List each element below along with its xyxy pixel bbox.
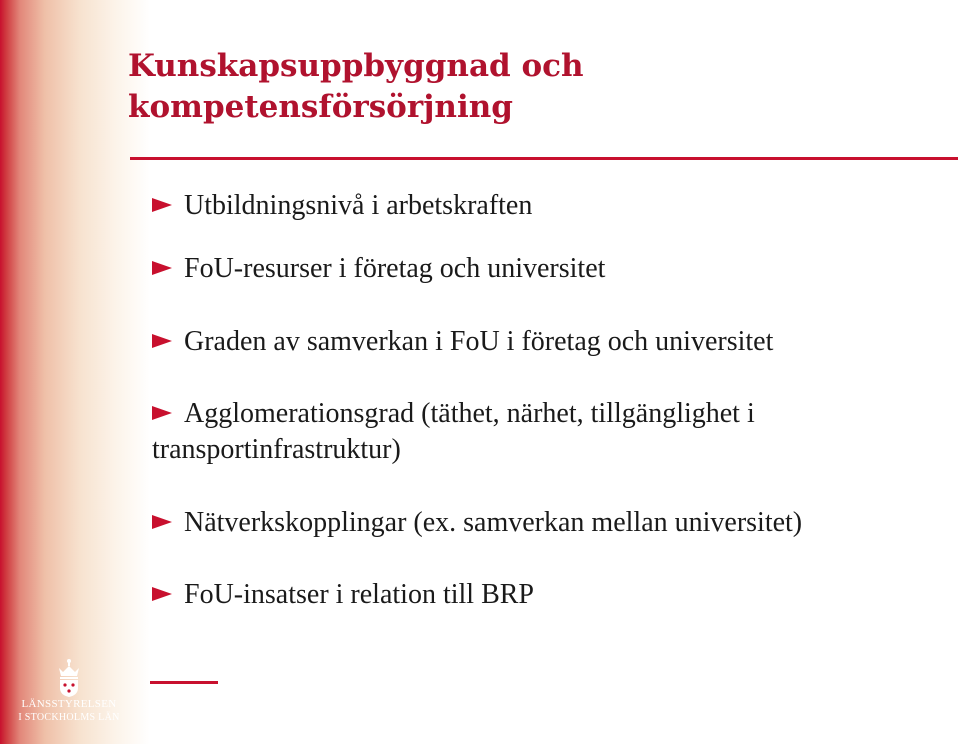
- bullet-text: Utbildningsnivå i arbetskraften: [184, 190, 533, 221]
- title-divider: [130, 157, 958, 160]
- slide-title-line-2: kompetensförsörjning: [128, 89, 513, 125]
- triangle-bullet-icon: [152, 587, 172, 601]
- lansstyrelsen-logo: [14, 658, 124, 724]
- bullet-item: [152, 505, 952, 541]
- triangle-bullet-icon: [152, 406, 172, 420]
- logo-text-line-1: LÄNSSTYRELSEN: [21, 698, 117, 710]
- bullet-text: FoU-resurser i företag och universitet: [184, 253, 606, 284]
- crown-emblem-icon: [54, 658, 84, 698]
- bullet-item: [152, 396, 952, 468]
- triangle-bullet-icon: [152, 515, 172, 529]
- bullet-text: FoU-insatser i relation till BRP: [184, 579, 534, 610]
- triangle-bullet-icon: [152, 261, 172, 275]
- slide-title-line-1: Kunskapsuppbyggnad och: [128, 48, 584, 84]
- bullet-item: [152, 251, 952, 287]
- triangle-bullet-icon: [152, 334, 172, 348]
- footer-divider: [150, 681, 218, 684]
- bullet-item: [152, 324, 952, 360]
- bullet-text: Graden av samverkan i FoU i företag och universitet: [184, 326, 774, 357]
- bullet-text: Nätverkskopplingar (ex. samverkan mellan universitet): [184, 507, 803, 538]
- triangle-bullet-icon: [152, 198, 172, 212]
- logo-text-line-2: I STOCKHOLMS LÄN: [18, 712, 120, 723]
- bullet-item: [152, 577, 952, 613]
- bullet-text: Agglomerationsgrad (täthet, närhet, tillgänglighet i: [184, 398, 755, 429]
- slide-title: [128, 46, 828, 128]
- bullet-item: [152, 188, 952, 224]
- bullet-text-continued: transportinfrastruktur): [152, 434, 401, 465]
